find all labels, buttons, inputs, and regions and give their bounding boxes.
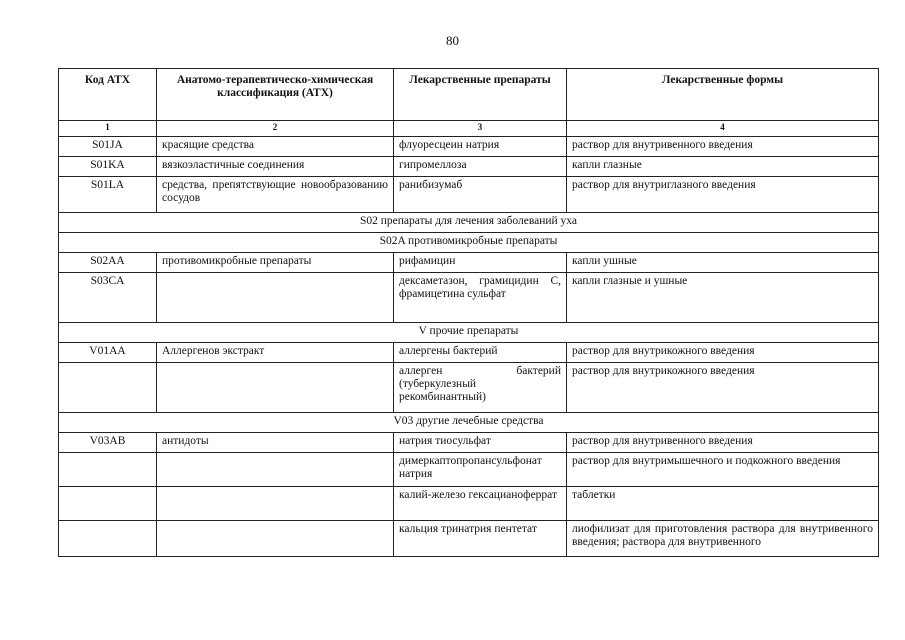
atx-code-cell: V01AA (59, 343, 157, 363)
dosage-form-cell: капли ушные (567, 253, 879, 273)
atx-code-cell: S01KA (59, 157, 157, 177)
dosage-form-cell: раствор для внутривенного введения (567, 137, 879, 157)
section-title: V прочие препараты (59, 323, 879, 343)
header-classification: Анатомо-терапевтическо-химическая классификация (АТХ) (157, 69, 394, 121)
drug-cell: калий-железо гексацианоферрат (394, 487, 567, 521)
table-row (59, 453, 879, 487)
drug-cell: натрия тиосульфат (394, 433, 567, 453)
section-title: S02A противомикробные препараты (59, 233, 879, 253)
table-row (59, 253, 879, 273)
header-code: Код АТХ (59, 69, 157, 121)
drug-cell: гипромеллоза (394, 157, 567, 177)
dosage-form-cell: капли глазные (567, 157, 879, 177)
classification-cell: антидоты (157, 433, 394, 453)
drug-cell: кальция тринатрия пентетат (394, 521, 567, 557)
dosage-form-cell: раствор для внутривенного введения (567, 433, 879, 453)
drug-cell: димеркаптопропансульфонат натрия (394, 453, 567, 487)
column-number-row (59, 121, 879, 137)
dosage-form-cell: таблетки (567, 487, 879, 521)
header-drugs: Лекарственные препараты (394, 69, 567, 121)
atx-code-cell: S01JA (59, 137, 157, 157)
atx-code-cell (59, 363, 157, 413)
classification-cell: Аллергенов экстракт (157, 343, 394, 363)
drug-cell: аллергены бактерий (394, 343, 567, 363)
dosage-form-cell: раствор для внутримышечного и подкожного введения (567, 453, 879, 487)
drug-cell: рифамицин (394, 253, 567, 273)
page-number: 80 (446, 33, 459, 48)
atx-code-cell: S01LA (59, 177, 157, 213)
section-row (59, 213, 879, 233)
atx-drug-table (58, 68, 879, 557)
section-row (59, 413, 879, 433)
atx-code-cell: S02AA (59, 253, 157, 273)
drug-cell: ранибизумаб (394, 177, 567, 213)
classification-cell (157, 453, 394, 487)
atx-code-cell: S03CA (59, 273, 157, 323)
column-number: 4 (567, 121, 879, 137)
classification-cell: красящие средства (157, 137, 394, 157)
table-row (59, 363, 879, 413)
dosage-form-cell: лиофилизат для приготовления раствора для внутривенного введения; раствора для внутривенного (567, 521, 879, 557)
table-row (59, 137, 879, 157)
atx-code-cell (59, 521, 157, 557)
dosage-form-cell: капли глазные и ушные (567, 273, 879, 323)
classification-cell (157, 273, 394, 323)
table-row (59, 521, 879, 557)
atx-code-cell (59, 453, 157, 487)
atx-code-cell (59, 487, 157, 521)
classification-cell: вязкоэластичные соединения (157, 157, 394, 177)
section-title: S02 препараты для лечения заболеваний уха (59, 213, 879, 233)
classification-cell (157, 363, 394, 413)
column-number: 3 (394, 121, 567, 137)
drug-cell: дексаметазон, грамицидин С, фрамицетина сульфат (394, 273, 567, 323)
table-header-row (59, 69, 879, 121)
atx-code-cell: V03AB (59, 433, 157, 453)
table-row (59, 343, 879, 363)
column-number: 1 (59, 121, 157, 137)
section-row (59, 233, 879, 253)
drug-cell: аллерген бактерий (туберкулезный рекомбинантный) (394, 363, 567, 413)
classification-cell (157, 521, 394, 557)
dosage-form-cell: раствор для внутрикожного введения (567, 343, 879, 363)
classification-cell: противомикробные препараты (157, 253, 394, 273)
dosage-form-cell: раствор для внутрикожного введения (567, 363, 879, 413)
dosage-form-cell: раствор для внутриглазного введения (567, 177, 879, 213)
table-row (59, 487, 879, 521)
drug-cell: флуоресцеин натрия (394, 137, 567, 157)
column-number: 2 (157, 121, 394, 137)
table-body (59, 137, 879, 557)
table-row (59, 157, 879, 177)
section-title: V03 другие лечебные средства (59, 413, 879, 433)
classification-cell (157, 487, 394, 521)
header-forms: Лекарственные формы (567, 69, 879, 121)
classification-cell: средства, препятствующие новообразованию сосудов (157, 177, 394, 213)
table-row (59, 273, 879, 323)
table-row (59, 177, 879, 213)
table-row (59, 433, 879, 453)
section-row (59, 323, 879, 343)
